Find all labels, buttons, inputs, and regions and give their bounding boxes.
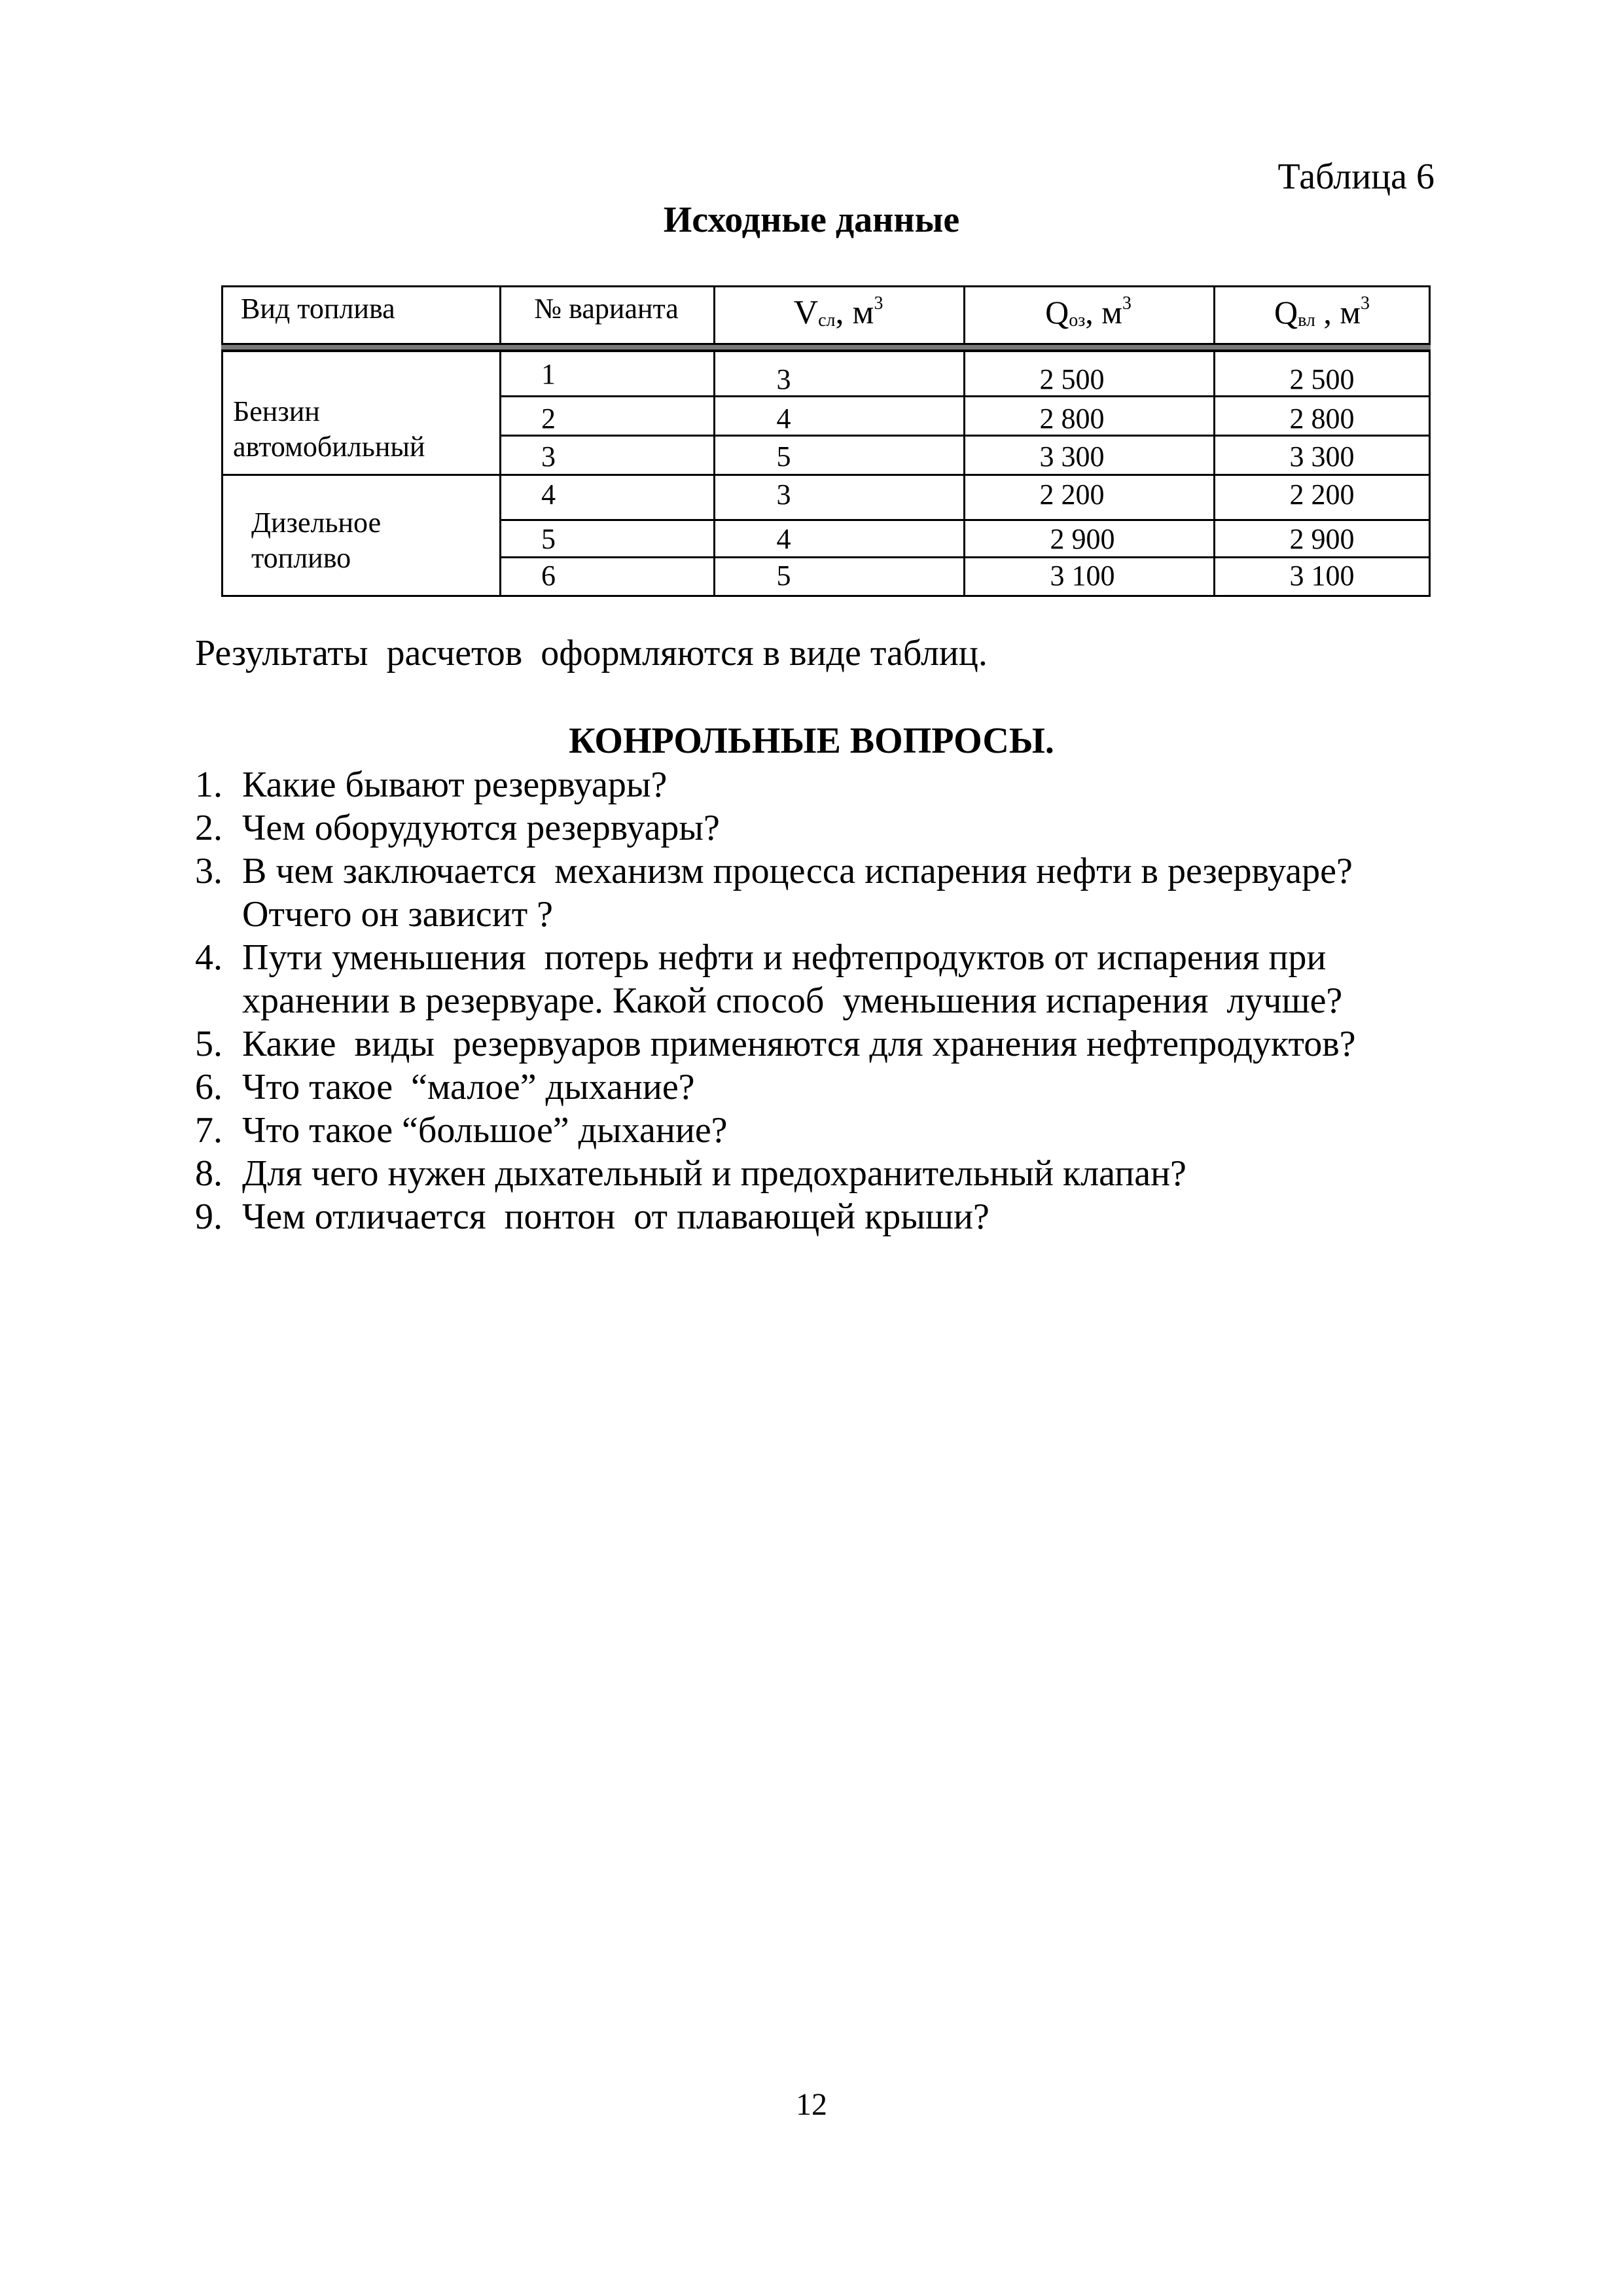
question-item xyxy=(195,763,1465,806)
header-qvl-subscript: вл xyxy=(1298,310,1315,331)
header-fuel-type: Вид топлива xyxy=(241,293,395,325)
question-text: Чем оборудуются резервуары? xyxy=(242,808,720,848)
cell-v: 4 xyxy=(776,403,791,435)
cell-variant: 3 xyxy=(541,440,556,473)
question-number: 6. xyxy=(195,1067,223,1107)
source-data-table xyxy=(221,285,1431,597)
question-number: 4. xyxy=(195,937,223,978)
results-note: Результаты расчетов оформляются в виде таблиц. xyxy=(195,633,988,673)
question-item xyxy=(195,1109,1465,1152)
table-row-line xyxy=(499,474,1431,476)
header-q-oz xyxy=(963,293,1213,331)
question-number: 3. xyxy=(195,851,223,891)
cell-qvl: 3 300 xyxy=(1289,440,1355,473)
cell-qoz: 2 500 xyxy=(1039,363,1105,395)
cell-qoz: 2 800 xyxy=(1039,403,1105,435)
fuel-group-label: Бензин xyxy=(233,395,320,427)
table-border-left xyxy=(221,285,223,597)
cell-v: 5 xyxy=(776,440,791,473)
table-row-line xyxy=(499,556,1431,558)
header-qvl-unit: , м xyxy=(1315,294,1361,331)
header-v-unit: , м xyxy=(835,294,874,331)
header-qoz-unit: , м xyxy=(1085,294,1122,331)
question-text: Пути уменьшения потерь нефти и нефтепродуктов от испарения при хранении в резервуаре. Какой способ уменьшения испарения лучше? xyxy=(242,937,1343,1021)
question-number: 2. xyxy=(195,808,223,848)
question-text: Для чего нужен дыхательный и предохранительный клапан? xyxy=(242,1153,1186,1194)
page-number: 12 xyxy=(796,2087,827,2122)
fuel-group-label: Дизельное xyxy=(251,507,382,539)
cell-qvl: 3 100 xyxy=(1289,560,1355,592)
question-text: Что такое “большое” дыхание? xyxy=(242,1110,728,1151)
cell-qvl: 2 800 xyxy=(1289,403,1355,435)
question-number: 9. xyxy=(195,1196,223,1237)
question-item xyxy=(195,1066,1465,1109)
cell-qoz: 3 300 xyxy=(1039,440,1105,473)
questions-list xyxy=(195,763,1465,1238)
cell-qvl: 2 900 xyxy=(1289,523,1355,555)
question-item xyxy=(195,1195,1465,1238)
cell-qvl: 2 200 xyxy=(1289,478,1355,511)
cell-variant: 5 xyxy=(541,523,556,555)
header-v-symbol: V xyxy=(793,294,819,331)
cell-variant: 4 xyxy=(541,478,556,511)
cell-variant: 1 xyxy=(541,358,556,390)
question-number: 5. xyxy=(195,1024,223,1064)
cell-qoz: 2 200 xyxy=(1039,478,1105,511)
table-border-bottom xyxy=(221,595,1431,597)
header-variant: № варианта xyxy=(534,293,679,325)
table-row-line xyxy=(499,519,1431,521)
cell-qoz: 2 900 xyxy=(1050,523,1115,555)
cell-variant: 2 xyxy=(541,403,556,435)
header-separator xyxy=(221,343,1431,352)
question-item xyxy=(195,936,1465,1022)
fuel-group-label: топливо xyxy=(251,542,351,574)
question-number: 1. xyxy=(195,764,223,805)
cell-v: 3 xyxy=(776,478,791,511)
question-text: Какие виды резервуаров применяются для хранения нефтепродуктов? xyxy=(242,1024,1356,1064)
header-q-vl xyxy=(1213,293,1431,331)
question-number: 7. xyxy=(195,1110,223,1151)
cell-v: 3 xyxy=(776,363,791,395)
question-number: 8. xyxy=(195,1153,223,1194)
fuel-group-label: автомобильный xyxy=(233,431,425,463)
header-v-exponent: 3 xyxy=(874,293,883,314)
header-qoz-exponent: 3 xyxy=(1122,293,1132,314)
cell-v: 5 xyxy=(776,560,791,592)
header-v-subscript: сл xyxy=(818,310,836,331)
cell-qoz: 3 100 xyxy=(1050,560,1115,592)
header-v-sl xyxy=(713,293,963,332)
table-border-top xyxy=(221,285,1431,287)
table-title: Исходные данные xyxy=(663,200,960,240)
cell-qvl: 2 500 xyxy=(1289,363,1355,395)
question-item xyxy=(195,850,1465,936)
header-qvl-symbol: Q xyxy=(1274,294,1298,331)
question-text: Что такое “малое” дыхание? xyxy=(242,1067,695,1107)
table-label: Таблица 6 xyxy=(1277,156,1435,197)
header-qvl-exponent: 3 xyxy=(1361,293,1370,314)
fuel-group-gasoline xyxy=(233,394,425,465)
questions-title: КОНРОЛЬНЫЕ ВОПРОСЫ. xyxy=(569,721,1054,761)
header-qoz-subscript: оз xyxy=(1069,310,1086,331)
question-item xyxy=(195,806,1465,850)
fuel-group-diesel xyxy=(251,505,381,576)
question-item xyxy=(195,1152,1465,1195)
cell-variant: 6 xyxy=(541,560,556,592)
question-item xyxy=(195,1022,1465,1066)
question-text: Какие бывают резервуары? xyxy=(242,764,668,805)
cell-v: 4 xyxy=(776,523,791,555)
header-qoz-symbol: Q xyxy=(1045,294,1069,331)
question-text: Чем отличается понтон от плавающей крыши? xyxy=(242,1196,990,1237)
question-text: В чем заключается механизм процесса испарения нефти в резервуаре? Отчего он зависит ? xyxy=(242,851,1362,935)
group-divider-line xyxy=(221,474,499,476)
